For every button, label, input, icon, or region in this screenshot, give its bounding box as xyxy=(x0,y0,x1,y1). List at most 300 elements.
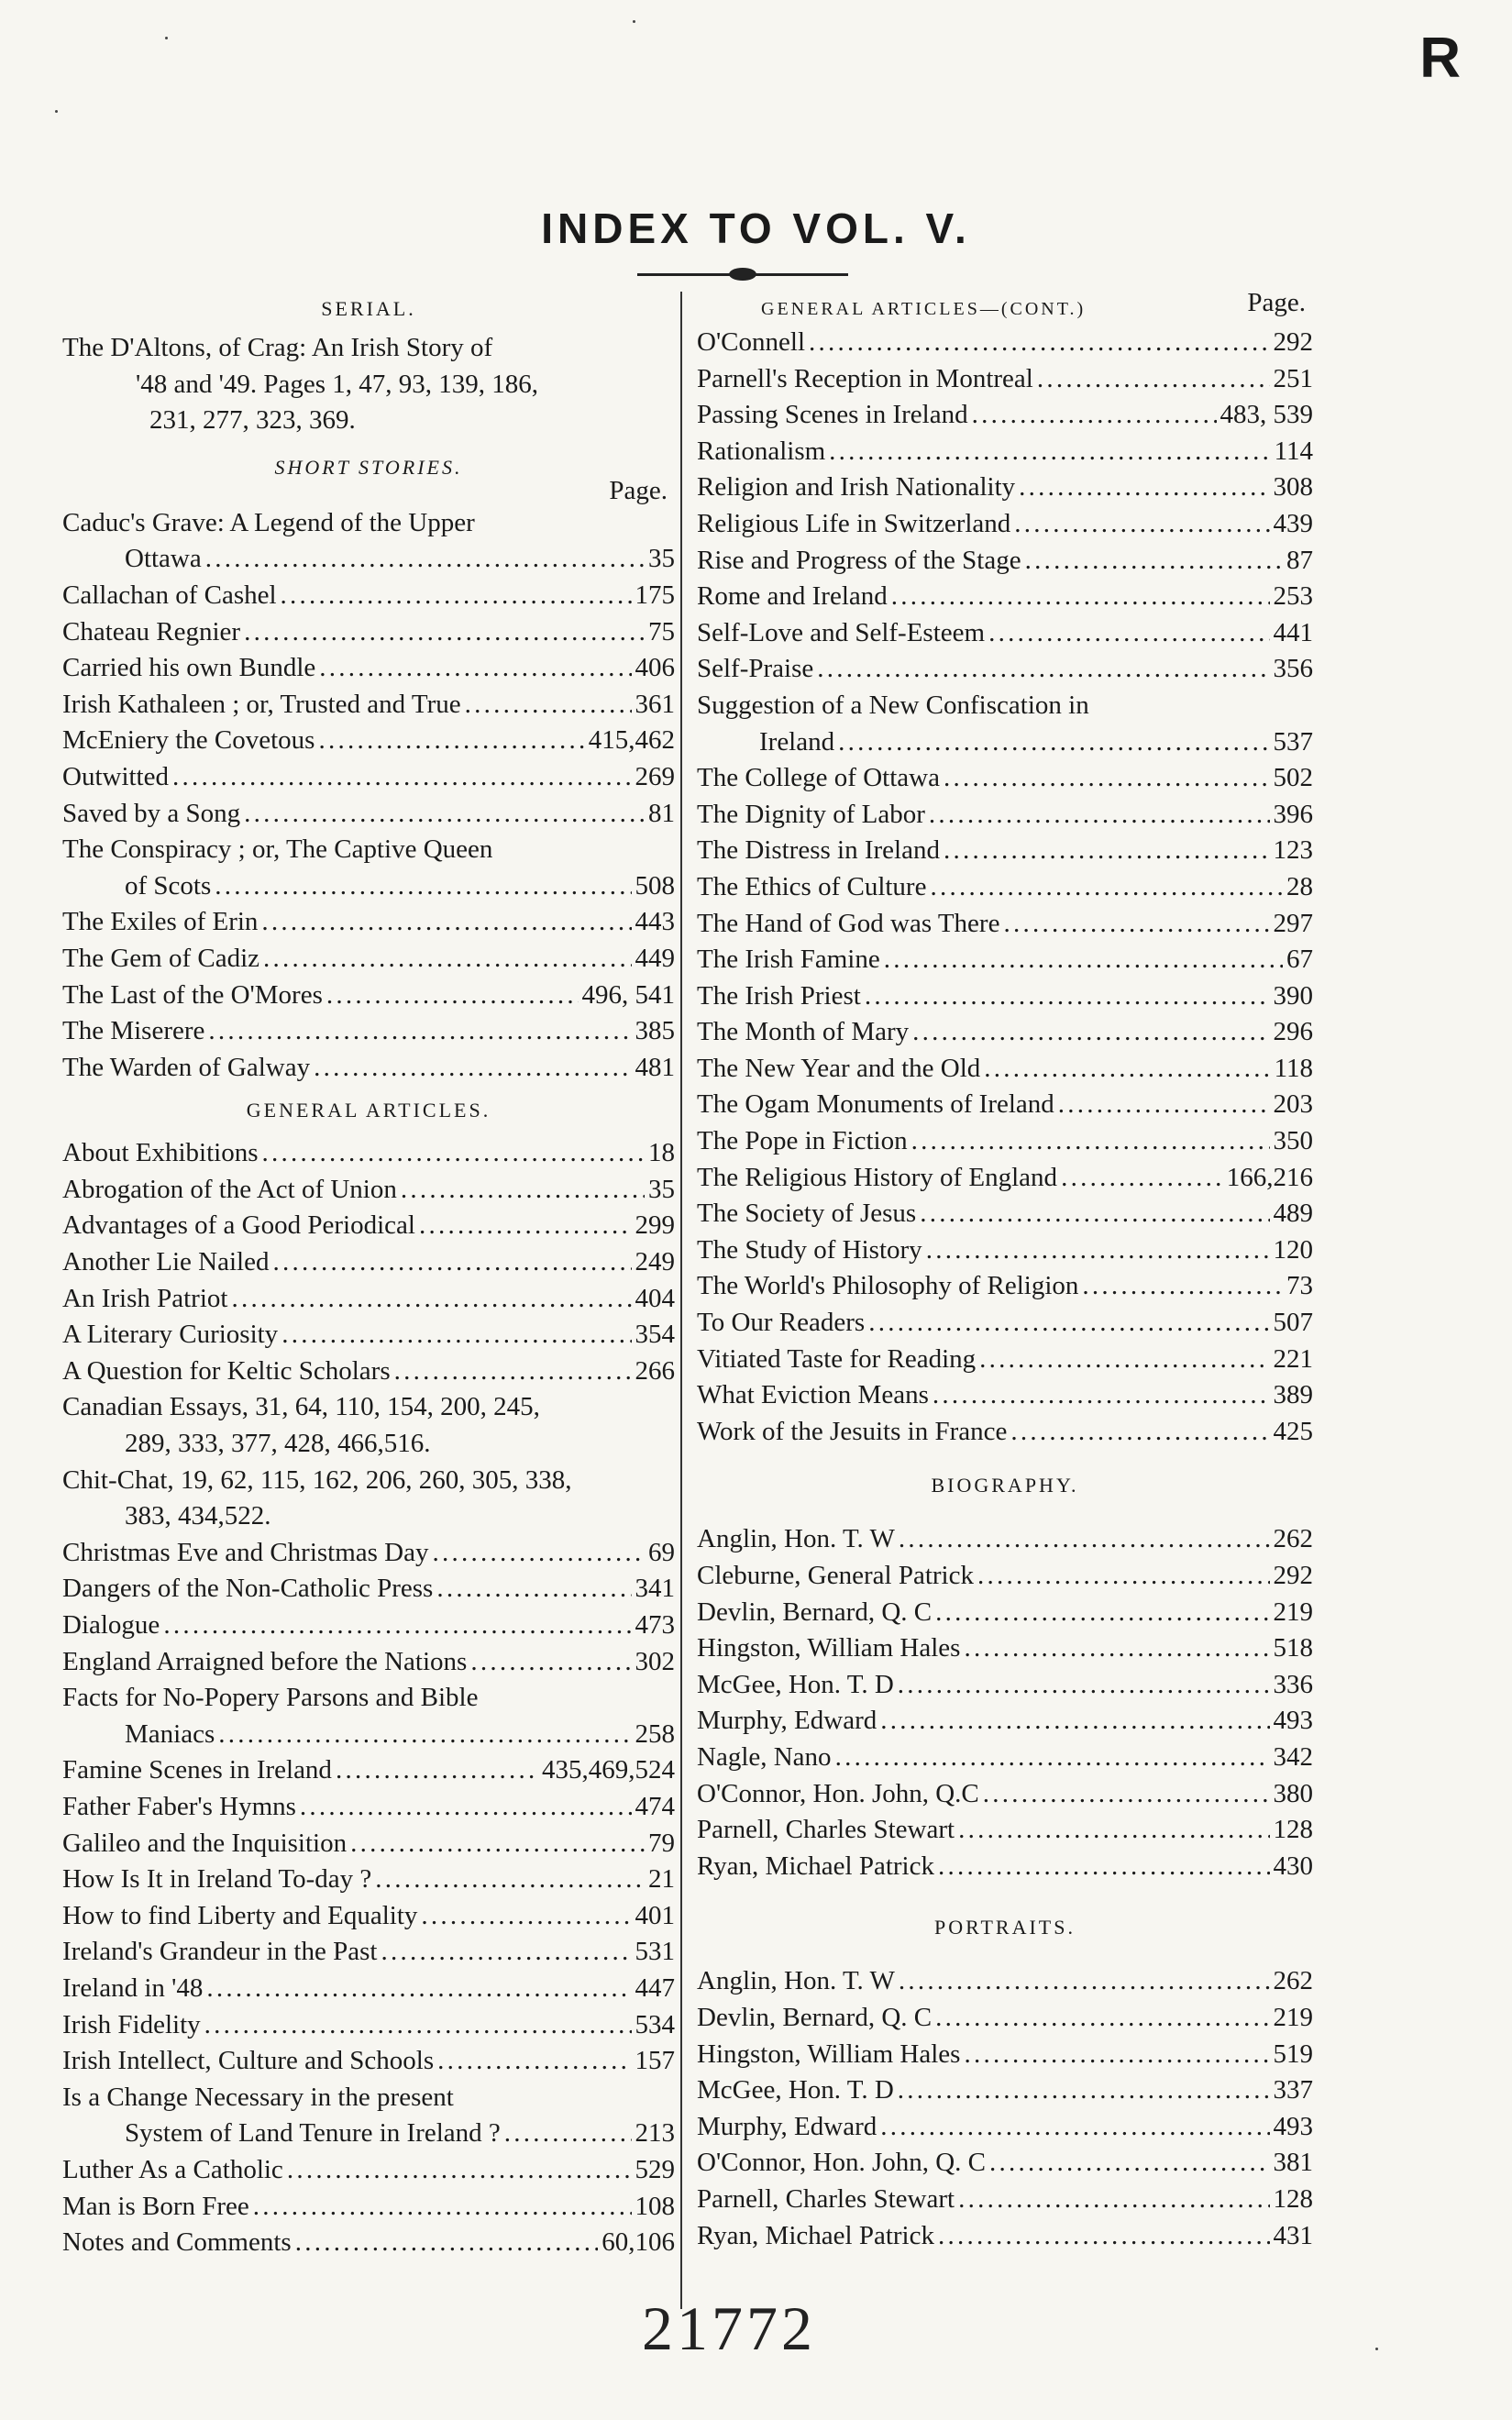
entry-page: 342 xyxy=(1273,1741,1313,1772)
entry-title: System of Land Tenure in Ireland ? xyxy=(125,2118,501,2149)
entry-title: Galileo and the Inquisition xyxy=(62,1828,348,1858)
entry-title: The Society of Jesus xyxy=(697,1199,917,1229)
serial-line: '48 and '49. Pages 1, 47, 93, 139, 186, xyxy=(136,369,538,399)
serial-line: The D'Altons, of Crag: An Irish Story of xyxy=(62,333,493,362)
entry-title: Religious Life in Switzerland xyxy=(697,508,1011,538)
index-entry xyxy=(697,724,1313,761)
index-entry xyxy=(62,2189,675,2226)
dot-leader xyxy=(419,1208,632,1244)
index-entry xyxy=(62,1571,675,1608)
entry-title: The Dignity of Labor xyxy=(697,799,925,829)
section-head-biography: BIOGRAPHY. xyxy=(931,1474,1079,1497)
dot-leader xyxy=(898,1667,1270,1704)
dot-leader xyxy=(336,1752,538,1789)
entry-title: The World's Philosophy of Religion xyxy=(697,1271,1079,1301)
dot-leader xyxy=(838,724,1269,761)
dot-leader xyxy=(1082,1268,1283,1305)
entry-title: Rationalism xyxy=(697,436,826,466)
index-entry xyxy=(697,1703,1313,1740)
entry-title: Parnell, Charles Stewart xyxy=(697,2183,955,2214)
entry-title: Devlin, Bernard, Q. C xyxy=(697,1597,933,1627)
right-column xyxy=(697,286,1313,2254)
index-entry xyxy=(697,2218,1313,2255)
index-entry xyxy=(62,2116,675,2152)
list-item: Caduc's Grave: A Legend of the Upper xyxy=(62,507,475,537)
entry-title: Carried his own Bundle xyxy=(62,653,316,683)
entry-title: The Conspiracy ; or, The Captive Queen xyxy=(62,834,493,865)
index-entry xyxy=(697,1849,1313,1885)
dot-leader xyxy=(933,1377,1270,1414)
index-entry xyxy=(697,1740,1313,1776)
entry-title: Parnell, Charles Stewart xyxy=(697,1815,955,1845)
entry-page: 430 xyxy=(1273,1851,1313,1881)
index-entry xyxy=(697,2145,1313,2182)
entry-page: 380 xyxy=(1273,1778,1313,1808)
entry-page: 221 xyxy=(1273,1343,1313,1374)
entry-page: 69 xyxy=(648,1537,675,1567)
dot-leader xyxy=(938,1849,1270,1885)
dot-leader xyxy=(1014,506,1269,543)
entry-page: 481 xyxy=(635,1052,675,1082)
entry-title: Dangers of the Non-Catholic Press xyxy=(62,1574,434,1604)
entry-title: Facts for No-Popery Parsons and Bible xyxy=(62,1683,479,1713)
entry-title: How Is It in Ireland To-day ? xyxy=(62,1864,372,1895)
paper-speck xyxy=(165,37,168,39)
index-entry xyxy=(62,978,675,1014)
dot-leader xyxy=(204,2007,632,2044)
dot-leader xyxy=(1019,470,1269,506)
dot-leader xyxy=(231,1281,631,1318)
entry-page: 123 xyxy=(1273,835,1313,866)
entry-page: 60,106 xyxy=(601,2227,675,2258)
index-entry xyxy=(62,1426,675,1463)
entry-title: To Our Readers xyxy=(697,1308,866,1338)
index-entry xyxy=(62,650,675,687)
dot-leader xyxy=(263,941,631,978)
dot-leader xyxy=(218,1717,631,1753)
dot-leader xyxy=(504,2116,632,2152)
dot-leader xyxy=(318,723,584,759)
dot-leader xyxy=(984,1051,1270,1088)
entry-page: 253 xyxy=(1273,581,1313,612)
index-entry xyxy=(697,2109,1313,2146)
dot-leader xyxy=(829,434,1270,470)
dot-leader xyxy=(172,759,632,796)
entry-page: 354 xyxy=(635,1320,675,1350)
entry-title: The Warden of Galway xyxy=(62,1052,311,1082)
index-entry xyxy=(697,1812,1313,1849)
entry-title: of Scots xyxy=(125,870,212,901)
dot-leader xyxy=(253,2189,632,2226)
entry-page: 118 xyxy=(1274,1053,1313,1083)
dot-leader xyxy=(205,541,645,578)
entry-title: Ireland xyxy=(759,726,835,757)
entry-title: Self-Love and Self-Esteem xyxy=(697,617,986,647)
entry-page: 266 xyxy=(635,1355,675,1386)
entry-page: 489 xyxy=(1273,1199,1313,1229)
entry-page: 269 xyxy=(635,761,675,791)
entry-page: 75 xyxy=(648,616,675,646)
index-entry xyxy=(62,1281,675,1318)
entry-title: Passing Scenes in Ireland xyxy=(697,400,968,430)
index-entry xyxy=(62,904,675,941)
entry-title: McGee, Hon. T. D xyxy=(697,1669,894,1699)
index-entry xyxy=(697,470,1313,506)
entry-page: 341 xyxy=(635,1574,675,1604)
dot-leader xyxy=(884,942,1283,978)
dot-leader xyxy=(938,2218,1270,2255)
entry-page: 390 xyxy=(1273,980,1313,1011)
entry-page: 337 xyxy=(1273,2075,1313,2105)
dot-leader xyxy=(835,1740,1270,1776)
entry-page: 219 xyxy=(1273,2002,1313,2032)
entry-title: Work of the Jesuits in France xyxy=(697,1416,1008,1446)
entry-title: Irish Fidelity xyxy=(62,2009,201,2039)
index-entry xyxy=(62,1971,675,2007)
entry-title: Ryan, Michael Patrick xyxy=(697,2220,934,2250)
index-entry xyxy=(697,2037,1313,2073)
entry-page: 108 xyxy=(635,2191,675,2221)
dot-leader xyxy=(401,1172,645,1209)
paper-speck xyxy=(55,110,58,113)
dot-leader xyxy=(958,1812,1269,1849)
dot-leader xyxy=(375,1862,645,1898)
entry-title: Father Faber's Hymns xyxy=(62,1791,296,1821)
dot-leader xyxy=(958,2182,1269,2218)
index-entry xyxy=(697,2182,1313,2218)
index-entry xyxy=(62,1535,675,1572)
index-entry xyxy=(697,1377,1313,1414)
entry-page: 529 xyxy=(635,2154,675,2184)
index-entry xyxy=(62,1050,675,1087)
index-entry xyxy=(697,1595,1313,1631)
entry-title: The Miserere xyxy=(62,1016,205,1046)
index-entry xyxy=(62,832,675,868)
dot-leader xyxy=(465,687,632,724)
entry-title: Advantages of a Good Periodical xyxy=(62,1210,415,1241)
entry-title: The Irish Famine xyxy=(697,945,880,975)
dot-leader xyxy=(926,1232,1270,1269)
entry-page: 258 xyxy=(635,1718,675,1749)
index-entry xyxy=(62,1680,675,1717)
entry-page: 404 xyxy=(635,1283,675,1313)
index-entry xyxy=(697,361,1313,398)
entry-page: 35 xyxy=(648,544,675,574)
corner-mark: R xyxy=(1419,27,1461,90)
entry-page: 297 xyxy=(1273,908,1313,938)
entry-page: 114 xyxy=(1274,436,1313,466)
dot-leader xyxy=(972,397,1217,434)
entry-title: A Question for Keltic Scholars xyxy=(62,1355,391,1386)
entry-page: 496, 541 xyxy=(581,979,675,1010)
index-entry xyxy=(697,942,1313,978)
entry-page: 537 xyxy=(1273,726,1313,757)
serial-line: 231, 277, 323, 369. xyxy=(149,405,356,436)
entry-title: Hingston, William Hales xyxy=(697,2039,961,2069)
index-entry xyxy=(62,796,675,833)
entry-page: 507 xyxy=(1273,1308,1313,1338)
dot-leader xyxy=(314,1050,631,1087)
entry-page: 385 xyxy=(635,1016,675,1046)
entry-title: Dialogue xyxy=(62,1610,160,1640)
entry-page: 431 xyxy=(1273,2220,1313,2250)
dot-leader xyxy=(1010,1414,1269,1451)
entry-title: Is a Change Necessary in the present xyxy=(62,2082,454,2112)
dot-leader xyxy=(983,1776,1270,1813)
index-entry xyxy=(62,1898,675,1935)
index-entry xyxy=(62,868,675,905)
entry-title: The Study of History xyxy=(697,1234,922,1265)
entry-title: Vitiated Taste for Reading xyxy=(697,1343,977,1374)
general-cont-header xyxy=(697,286,1313,325)
index-entry xyxy=(62,1498,675,1535)
index-entry xyxy=(697,1087,1313,1123)
entry-page: 213 xyxy=(635,2118,675,2149)
column-divider xyxy=(680,292,682,2309)
dot-leader xyxy=(880,2109,1269,2146)
index-entry xyxy=(697,906,1313,943)
serial-entry xyxy=(62,330,675,439)
paper-speck xyxy=(633,20,635,23)
entry-page: 175 xyxy=(635,580,675,610)
entry-title: Man is Born Free xyxy=(62,2191,249,2221)
entry-title: Canadian Essays, 31, 64, 110, 154, 200, 245, xyxy=(62,1392,540,1422)
index-entry xyxy=(62,1826,675,1862)
dot-leader xyxy=(988,615,1269,652)
entry-title: Murphy, Edward xyxy=(697,1706,877,1736)
entry-page: 120 xyxy=(1273,1234,1313,1265)
entry-title: Rise and Progress of the Stage xyxy=(697,545,1021,575)
entry-page: 406 xyxy=(635,653,675,683)
entry-title: Notes and Comments xyxy=(62,2227,292,2258)
page-title: INDEX TO VOL. V. xyxy=(541,204,971,252)
entry-page: 435,469,524 xyxy=(542,1755,675,1785)
entry-page: 518 xyxy=(1273,1633,1313,1663)
entry-page: 128 xyxy=(1273,1815,1313,1845)
entry-page: 381 xyxy=(1273,2148,1313,2178)
entry-title: Nagle, Nano xyxy=(697,1741,832,1772)
index-entry xyxy=(697,1014,1313,1051)
index-entry xyxy=(697,434,1313,470)
entry-title: Irish Intellect, Culture and Schools xyxy=(62,2046,435,2076)
index-entry xyxy=(62,2043,675,2080)
entry-page: 350 xyxy=(1273,1126,1313,1156)
dot-leader xyxy=(944,833,1270,869)
dot-leader xyxy=(809,325,1270,361)
index-entry xyxy=(697,1305,1313,1342)
entry-title: The Ethics of Culture xyxy=(697,871,927,901)
section-head-general-articles: GENERAL ARTICLES. xyxy=(246,1099,491,1122)
entry-title: Parnell's Reception in Montreal xyxy=(697,363,1033,393)
index-entry xyxy=(697,1051,1313,1088)
entry-title: 289, 333, 377, 428, 466,516. xyxy=(125,1429,431,1459)
dot-leader xyxy=(394,1354,632,1390)
entry-page: 87 xyxy=(1286,545,1313,575)
entry-title: Ryan, Michael Patrick xyxy=(697,1851,934,1881)
entry-title: Anglin, Hon. T. W xyxy=(697,1524,895,1554)
entry-page: 251 xyxy=(1273,363,1313,393)
entry-page: 292 xyxy=(1273,1561,1313,1590)
dot-leader xyxy=(244,614,645,651)
index-entry xyxy=(697,1558,1313,1595)
index-entry xyxy=(697,325,1313,361)
index-entry xyxy=(697,579,1313,615)
left-column xyxy=(62,286,675,2261)
entry-title: McGee, Hon. T. D xyxy=(697,2075,894,2105)
short-stories-list xyxy=(62,541,675,1086)
section-head-portraits: PORTRAITS. xyxy=(934,1916,1076,1939)
entry-page: 79 xyxy=(648,1828,675,1858)
entry-title: Suggestion of a New Confiscation in xyxy=(697,690,1089,720)
entry-title: England Arraigned before the Nations xyxy=(62,1646,468,1676)
dot-leader xyxy=(935,2000,1269,2037)
dot-leader xyxy=(326,978,579,1014)
index-entry xyxy=(697,688,1313,724)
dot-leader xyxy=(1058,1087,1270,1123)
index-entry xyxy=(697,760,1313,797)
entry-title: Self-Praise xyxy=(697,654,814,684)
entry-page: 508 xyxy=(635,870,675,901)
dot-leader xyxy=(1061,1160,1223,1197)
dot-leader xyxy=(868,1305,1269,1342)
entry-page: 296 xyxy=(1273,1017,1313,1047)
entry-page: 534 xyxy=(635,2009,675,2039)
entry-title: The Ogam Monuments of Ireland xyxy=(697,1089,1054,1120)
index-entry xyxy=(62,2080,675,2116)
entry-page: 493 xyxy=(1273,1706,1313,1736)
entry-page: 219 xyxy=(1273,1597,1313,1627)
entry-page: 473 xyxy=(635,1610,675,1640)
entry-page: 443 xyxy=(635,907,675,937)
dot-leader xyxy=(281,1317,631,1354)
general-articles-cont-list xyxy=(697,325,1313,1450)
dot-leader xyxy=(350,1826,645,1862)
stamp-number: 21772 xyxy=(642,2293,816,2363)
dot-leader xyxy=(817,651,1269,688)
entry-page: 396 xyxy=(1273,799,1313,829)
entry-page: 262 xyxy=(1273,1966,1313,1996)
dot-leader xyxy=(920,1196,1269,1232)
entry-title: Another Lie Nailed xyxy=(62,1247,270,1277)
index-entry xyxy=(62,2152,675,2189)
dot-leader xyxy=(215,868,631,905)
entry-page: 493 xyxy=(1273,2111,1313,2141)
index-entry xyxy=(62,1135,675,1172)
entry-page: 157 xyxy=(635,2046,675,2076)
index-entry xyxy=(62,1208,675,1244)
dot-leader xyxy=(964,2037,1269,2073)
index-entry xyxy=(62,1463,675,1499)
entry-page: 425 xyxy=(1273,1416,1313,1446)
entry-title: The Irish Priest xyxy=(697,980,861,1011)
entry-title: Irish Kathaleen ; or, Trusted and True xyxy=(62,689,461,719)
index-entry xyxy=(62,1752,675,1789)
dot-leader xyxy=(865,978,1270,1015)
entry-title: O'Connor, Hon. John, Q. C xyxy=(697,2148,987,2178)
index-entry xyxy=(697,397,1313,434)
dot-leader xyxy=(977,1558,1270,1595)
dot-leader xyxy=(208,1013,631,1050)
index-entry xyxy=(62,1013,675,1050)
entry-title: Ireland's Grandeur in the Past xyxy=(62,1937,378,1967)
dot-leader xyxy=(319,650,631,687)
dot-leader xyxy=(244,796,645,833)
entry-title: Hingston, William Hales xyxy=(697,1633,961,1663)
entry-title: The Distress in Ireland xyxy=(697,835,940,866)
entry-title: Callachan of Cashel xyxy=(62,580,277,610)
dot-leader xyxy=(989,2145,1269,2182)
entry-page: 73 xyxy=(1286,1271,1313,1301)
entry-title: The Month of Mary xyxy=(697,1017,910,1047)
index-entry xyxy=(697,506,1313,543)
entry-title: Abrogation of the Act of Union xyxy=(62,1174,397,1204)
index-entry xyxy=(62,1354,675,1390)
entry-title: Devlin, Bernard, Q. C xyxy=(697,2002,933,2032)
entry-page: 389 xyxy=(1273,1380,1313,1410)
index-entry xyxy=(697,1342,1313,1378)
dot-leader xyxy=(470,1644,631,1681)
entry-title: Famine Scenes in Ireland xyxy=(62,1755,332,1785)
index-entry xyxy=(62,941,675,978)
entry-title: O'Connell xyxy=(697,327,805,357)
entry-title: Luther As a Catholic xyxy=(62,2154,283,2184)
index-entry xyxy=(62,1389,675,1426)
dot-leader xyxy=(281,578,632,614)
entry-title: Murphy, Edward xyxy=(697,2111,877,2141)
entry-page: 203 xyxy=(1273,1089,1313,1120)
entry-page: 262 xyxy=(1273,1524,1313,1554)
entry-page: 299 xyxy=(635,1210,675,1241)
index-entry xyxy=(62,1172,675,1209)
entry-page: 302 xyxy=(635,1646,675,1676)
index-entry xyxy=(697,1963,1313,2000)
entry-title: Maniacs xyxy=(125,1718,215,1749)
entry-title: The Exiles of Erin xyxy=(62,907,259,937)
index-entry xyxy=(697,651,1313,688)
entry-page: 35 xyxy=(648,1174,675,1204)
dot-leader xyxy=(898,2072,1270,2109)
entry-page: 519 xyxy=(1273,2039,1313,2069)
index-entry xyxy=(62,1608,675,1644)
entry-page: 336 xyxy=(1273,1669,1313,1699)
index-entry xyxy=(697,1776,1313,1813)
entry-page: 249 xyxy=(635,1247,675,1277)
dot-leader xyxy=(381,1934,631,1971)
index-entry xyxy=(62,578,675,614)
entry-page: 502 xyxy=(1273,763,1313,793)
entry-page: 449 xyxy=(635,943,675,973)
entry-page: 166,216 xyxy=(1226,1162,1313,1192)
dot-leader xyxy=(261,1135,645,1172)
index-entry xyxy=(62,759,675,796)
page-column-label: Page. xyxy=(1247,288,1306,317)
dot-leader xyxy=(979,1342,1269,1378)
dot-leader xyxy=(1003,906,1269,943)
entry-title: About Exhibitions xyxy=(62,1138,259,1168)
dot-leader xyxy=(421,1898,631,1935)
entry-title: McEniery the Covetous xyxy=(62,725,315,756)
entry-title: How to find Liberty and Equality xyxy=(62,1900,418,1930)
entry-page: 18 xyxy=(648,1138,675,1168)
entry-page: 441 xyxy=(1273,617,1313,647)
index-entry xyxy=(697,978,1313,1015)
index-entry xyxy=(697,1232,1313,1269)
entry-title: Cleburne, General Patrick xyxy=(697,1561,974,1590)
dot-leader xyxy=(1025,543,1283,580)
entry-title: Rome and Ireland xyxy=(697,581,888,612)
entry-title: Ottawa xyxy=(125,544,202,574)
index-entry xyxy=(62,2007,675,2044)
